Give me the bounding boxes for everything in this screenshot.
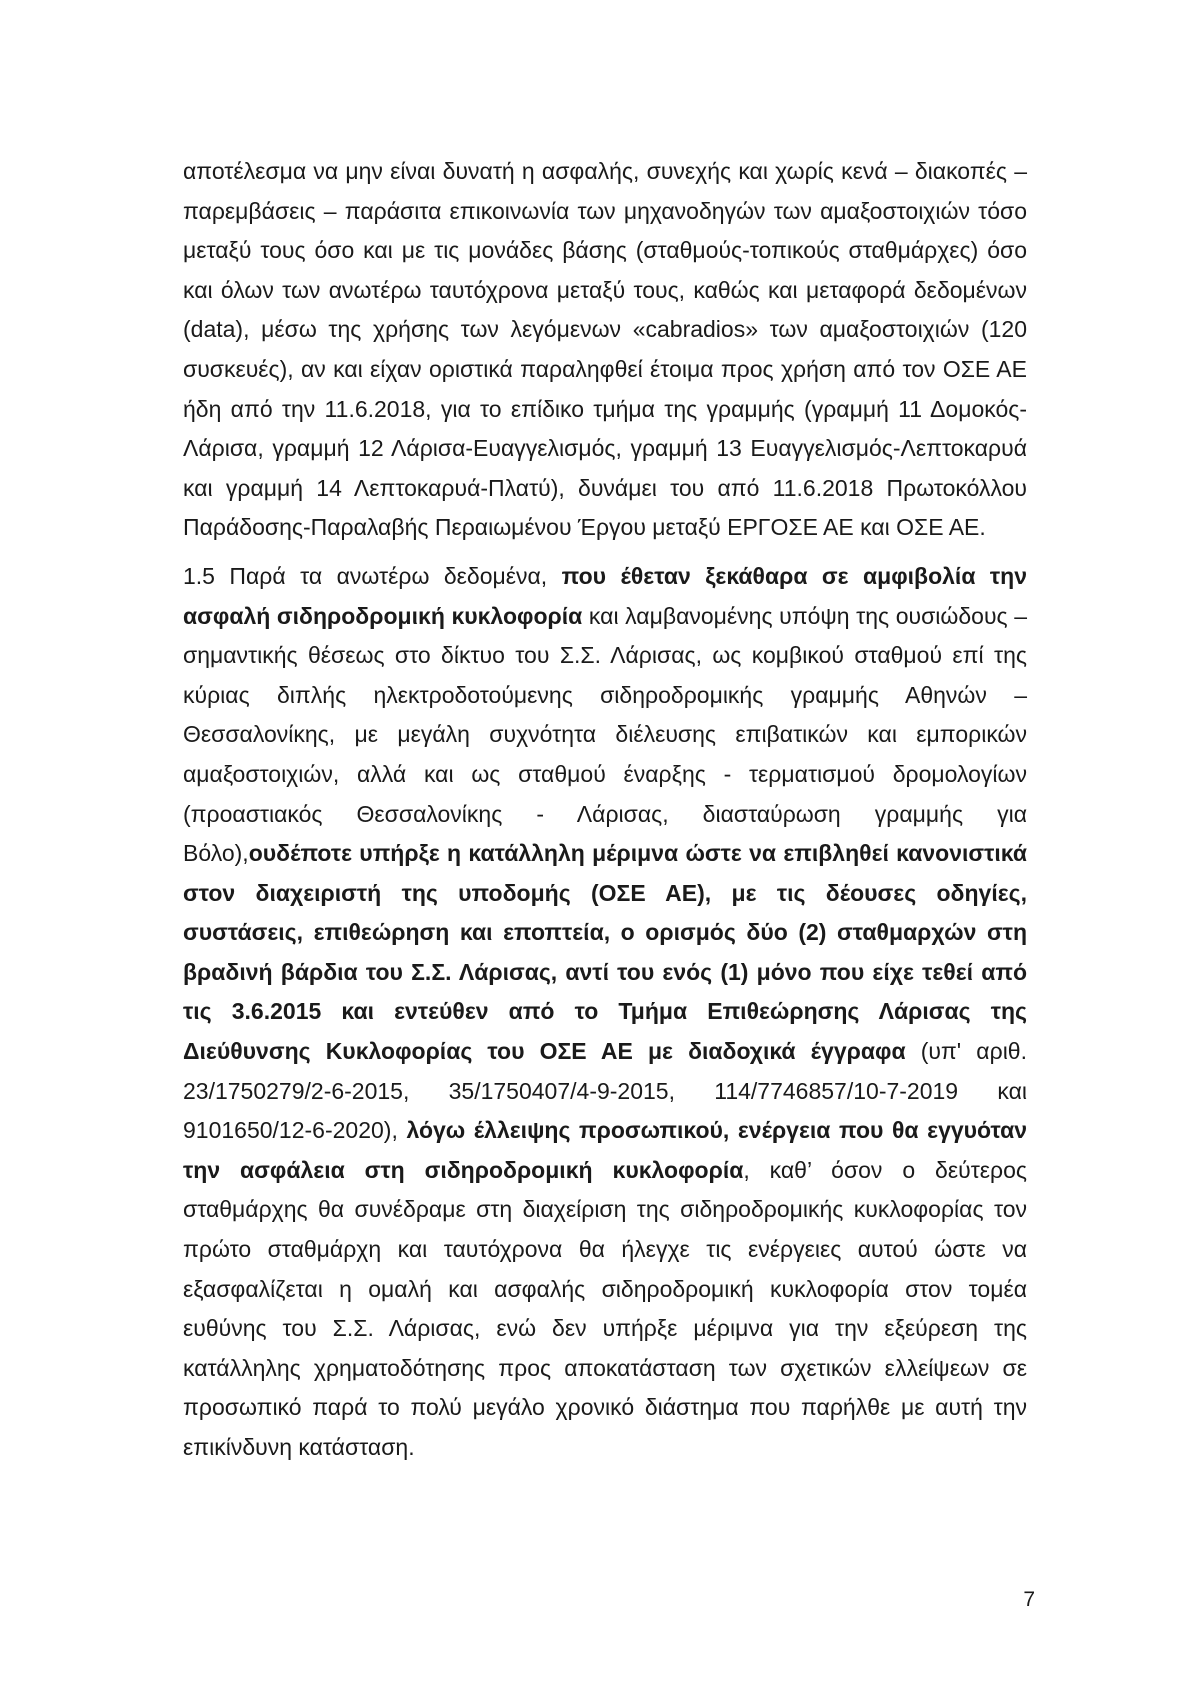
paragraph-text: 1.5 Παρά τα ανωτέρω δεδομένα, bbox=[183, 562, 562, 589]
paragraph-1: αποτέλεσμα να μην είναι δυνατή η ασφαλής, συνεχής και χωρίς κενά – διακοπές – παρεμβάσεις – παράσιτα επικοινωνία των μηχανοδηγών των αμαξοστοιχιών τόσο μεταξύ τους όσο και με τις μονάδες βάσης (σταθμούς-τοπικούς σταθμάρχες) όσο και όλων των ανωτέρω ταυτόχρονα μεταξύ τους, καθώς και μεταφορά δεδομένων (data), μέσω της χρήσης των λεγόμενων «cabradios» των αμαξοστοιχιών (120 συσκευές), αν και είχαν οριστικά παραληφθεί έτοιμα προς χρήση από τον ΟΣΕ ΑΕ ήδη από την 11.6.2018, για το επίδικο τμήμα της γραμμής (γραμμή 11 Δομοκός-Λάρισα, γραμμή 12 Λάρισα-Ευαγγελισμός, γραμμή 13 Ευαγγελισμός-Λεπτοκαρυά και γραμμή 14 Λεπτοκαρυά-Πλατύ), δυνάμει του από 11.6.2018 Πρωτοκόλλου Παράδοσης-Παραλαβής Περαιωμένου Έργου μεταξύ ΕΡΓΟΣΕ ΑΕ και ΟΣΕ ΑΕ. bbox=[183, 158, 1027, 541]
page-number: 7 bbox=[1023, 1588, 1035, 1611]
paragraph-text: , καθ’ όσον ο δεύτερος σταθμάρχης θα συνέδραμε στη διαχείριση της σιδηροδρομικής κυκλοφορίας τον πρώτο σταθμάρχη και ταυτόχρονα θα ήλεγχε τις ενέργειες αυτού ώστε να εξασφαλίζεται η ομαλή και ασφαλής σιδηροδρομική κυκλοφορία στον τομέα ευθύνης του Σ.Σ. Λάρισας, ενώ δεν υπήρξε μέριμνα για την εξεύρεση της κατάλληλης χρηματοδότησης προς αποκατάσταση των σχετικών ελλείψεων σε προσωπικό παρά το πολύ μεγάλο χρονικό διάστημα που παρήλθε με αυτή την επικίνδυνη κατάσταση. bbox=[183, 1156, 1027, 1460]
bold-emphasis: ουδέποτε υπήρξε η κατάλληλη μέριμνα ώστε να επιβληθεί κανονιστικά στον διαχειριστή της υποδομής (ΟΣΕ ΑΕ), με τις δέουσες οδηγίες, συστάσεις, επιθεώρηση και εποπτεία, ο ορισμός δύο (2) σταθμαρχών στη βραδινή βάρδια του Σ.Σ. Λάρισας, αντί του ενός (1) μόνο που είχε τεθεί από τις 3.6.2015 και εντεύθεν από το Τμήμα Επιθεώρησης Λάρισας της Διεύθυνσης Κυκλοφορίας του ΟΣΕ ΑΕ με διαδοχικά έγγραφα bbox=[183, 840, 1027, 1065]
paragraph-text: και λαμβανομένης υπόψη της ουσιώδους – σημαντικής θέσεως στο δίκτυο του Σ.Σ. Λάρισας, ως κομβικού σταθμού επί της κύριας διπλής ηλεκτροδοτούμενης σιδηροδρομικής γραμμής Αθηνών – Θεσσαλονίκης, με μεγάλη συχνότητα διέλευσης επιβατικών και εμπορικών αμαξοστοιχιών, αλλά και ως σταθμού έναρξης - τερματισμού δρομολογίων (προαστιακός Θεσσαλονίκης - Λάρισας, διασταύρωση γραμμής για Βόλο), bbox=[183, 602, 1028, 867]
document-body bbox=[183, 152, 1027, 1468]
paragraph-1-5 bbox=[183, 557, 1027, 1468]
bold-emphasis: λόγω έλλειψης προσωπικού, ενέργεια που θα εγγυόταν την ασφάλεια στη σιδηροδρομική κυκλοφορία bbox=[183, 1117, 1028, 1183]
paragraph-text: (υπ' αριθ. 23/1750279/2-6-2015, 35/1750407/4-9-2015, 114/7746857/10-7-2019 και 9101650/12-6-2020), bbox=[183, 1038, 1027, 1144]
bold-emphasis: που έθεταν ξεκάθαρα σε αμφιβολία την ασφαλή σιδηροδρομική κυκλοφορία bbox=[183, 562, 1028, 629]
